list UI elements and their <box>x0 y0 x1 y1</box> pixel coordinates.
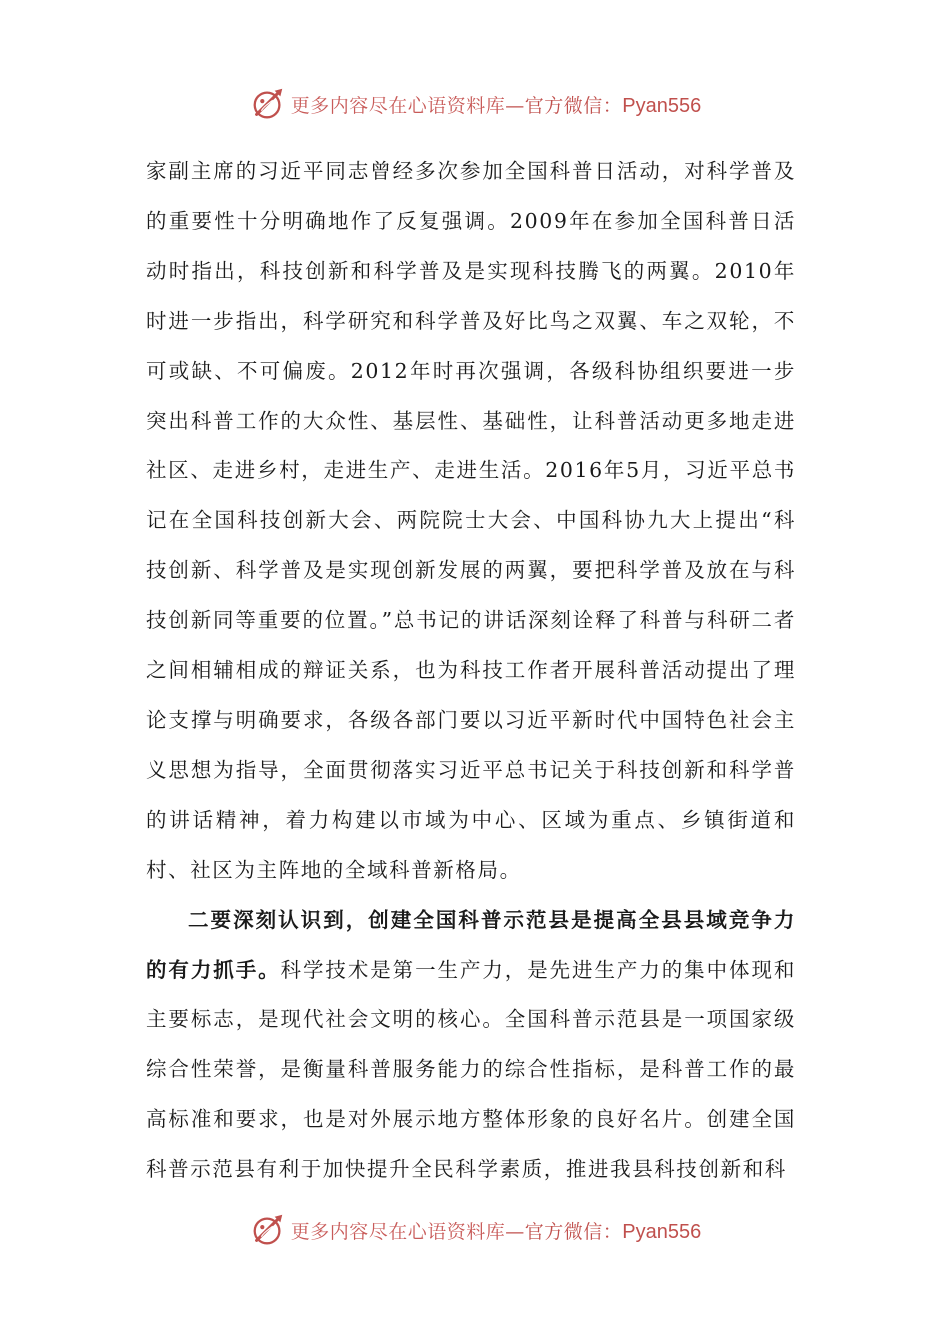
footer-brand: 更多内容尽在心语资料库 <box>290 1220 506 1243</box>
body-paragraph-1: 家副主席的习近平同志曾经多次参加全国科普日活动，对科学普及的重要性十分明确地作了反复强调。2009年在参加全国科普日活动时指出，科技创新和科学普及是实现科技腾飞的两翼。2010年时进一步指出，科学研究和科学普及好比鸟之双翼、车之双轮，不可或缺、不可偏废。2012年时再次强调，各级科协组织要进一步突出科普工作的大众性、基层性、基础性，让科普活动更多地走进社区、走进乡村，走进生产、走进生活。2016年5月，习近平总书记在全国科技创新大会、两院院士大会、中国科协九大上提出“科技创新、科学普及是实现创新发展的两翼，要把科学普及放在与科技创新同等重要的位置。”总书记的讲话深刻诠释了科普与科研二者之间相辅相成的辩证关系，也为科技工作者开展科普活动提出了理论支撑与明确要求，各级各部门要以习近平新时代中国特色社会主义思想为指导，全面贯彻落实习近平总书记关于科技创新和科学普的讲话精神，着力构建以市域为中心、区域为重点、乡镇街道和村、社区为主阵地的全域科普新格局。 <box>146 159 796 882</box>
footer-separator: —官方微信： <box>505 1220 623 1243</box>
footer-handle: Pyan556 <box>622 1220 702 1243</box>
document-body <box>146 147 796 1195</box>
header-watermark-text <box>291 91 702 118</box>
paragraph-2-text: 科学技术是第一生产力，是先进生产力的集中体现和主要标志，是现代社会文明的核心。全国科普示范县是一项国家级综合性荣誉，是衡量科普服务能力的综合性指标，是科普工作的最高标准和要求，也是对外展示地方整体形象的良好名片。创建全国科普示范县有利于加快提升全民科学素质，推进我县科技创新和科 <box>146 957 796 1182</box>
paragraph-2-heading: 二要深刻认识到，创建全国科普示范县是提高全县县域竞争力的有力抓手。 <box>146 907 796 982</box>
header-brand: 更多内容尽在心语资料库 <box>290 94 506 117</box>
body-paragraph-2 <box>146 896 796 1195</box>
pen-logo-icon <box>249 85 287 123</box>
header-watermark <box>0 84 950 124</box>
footer-watermark <box>0 1210 950 1250</box>
header-separator: —官方微信： <box>505 94 623 117</box>
footer-watermark-text <box>291 1217 702 1244</box>
pen-logo-icon <box>249 1211 287 1249</box>
header-handle: Pyan556 <box>622 94 702 117</box>
